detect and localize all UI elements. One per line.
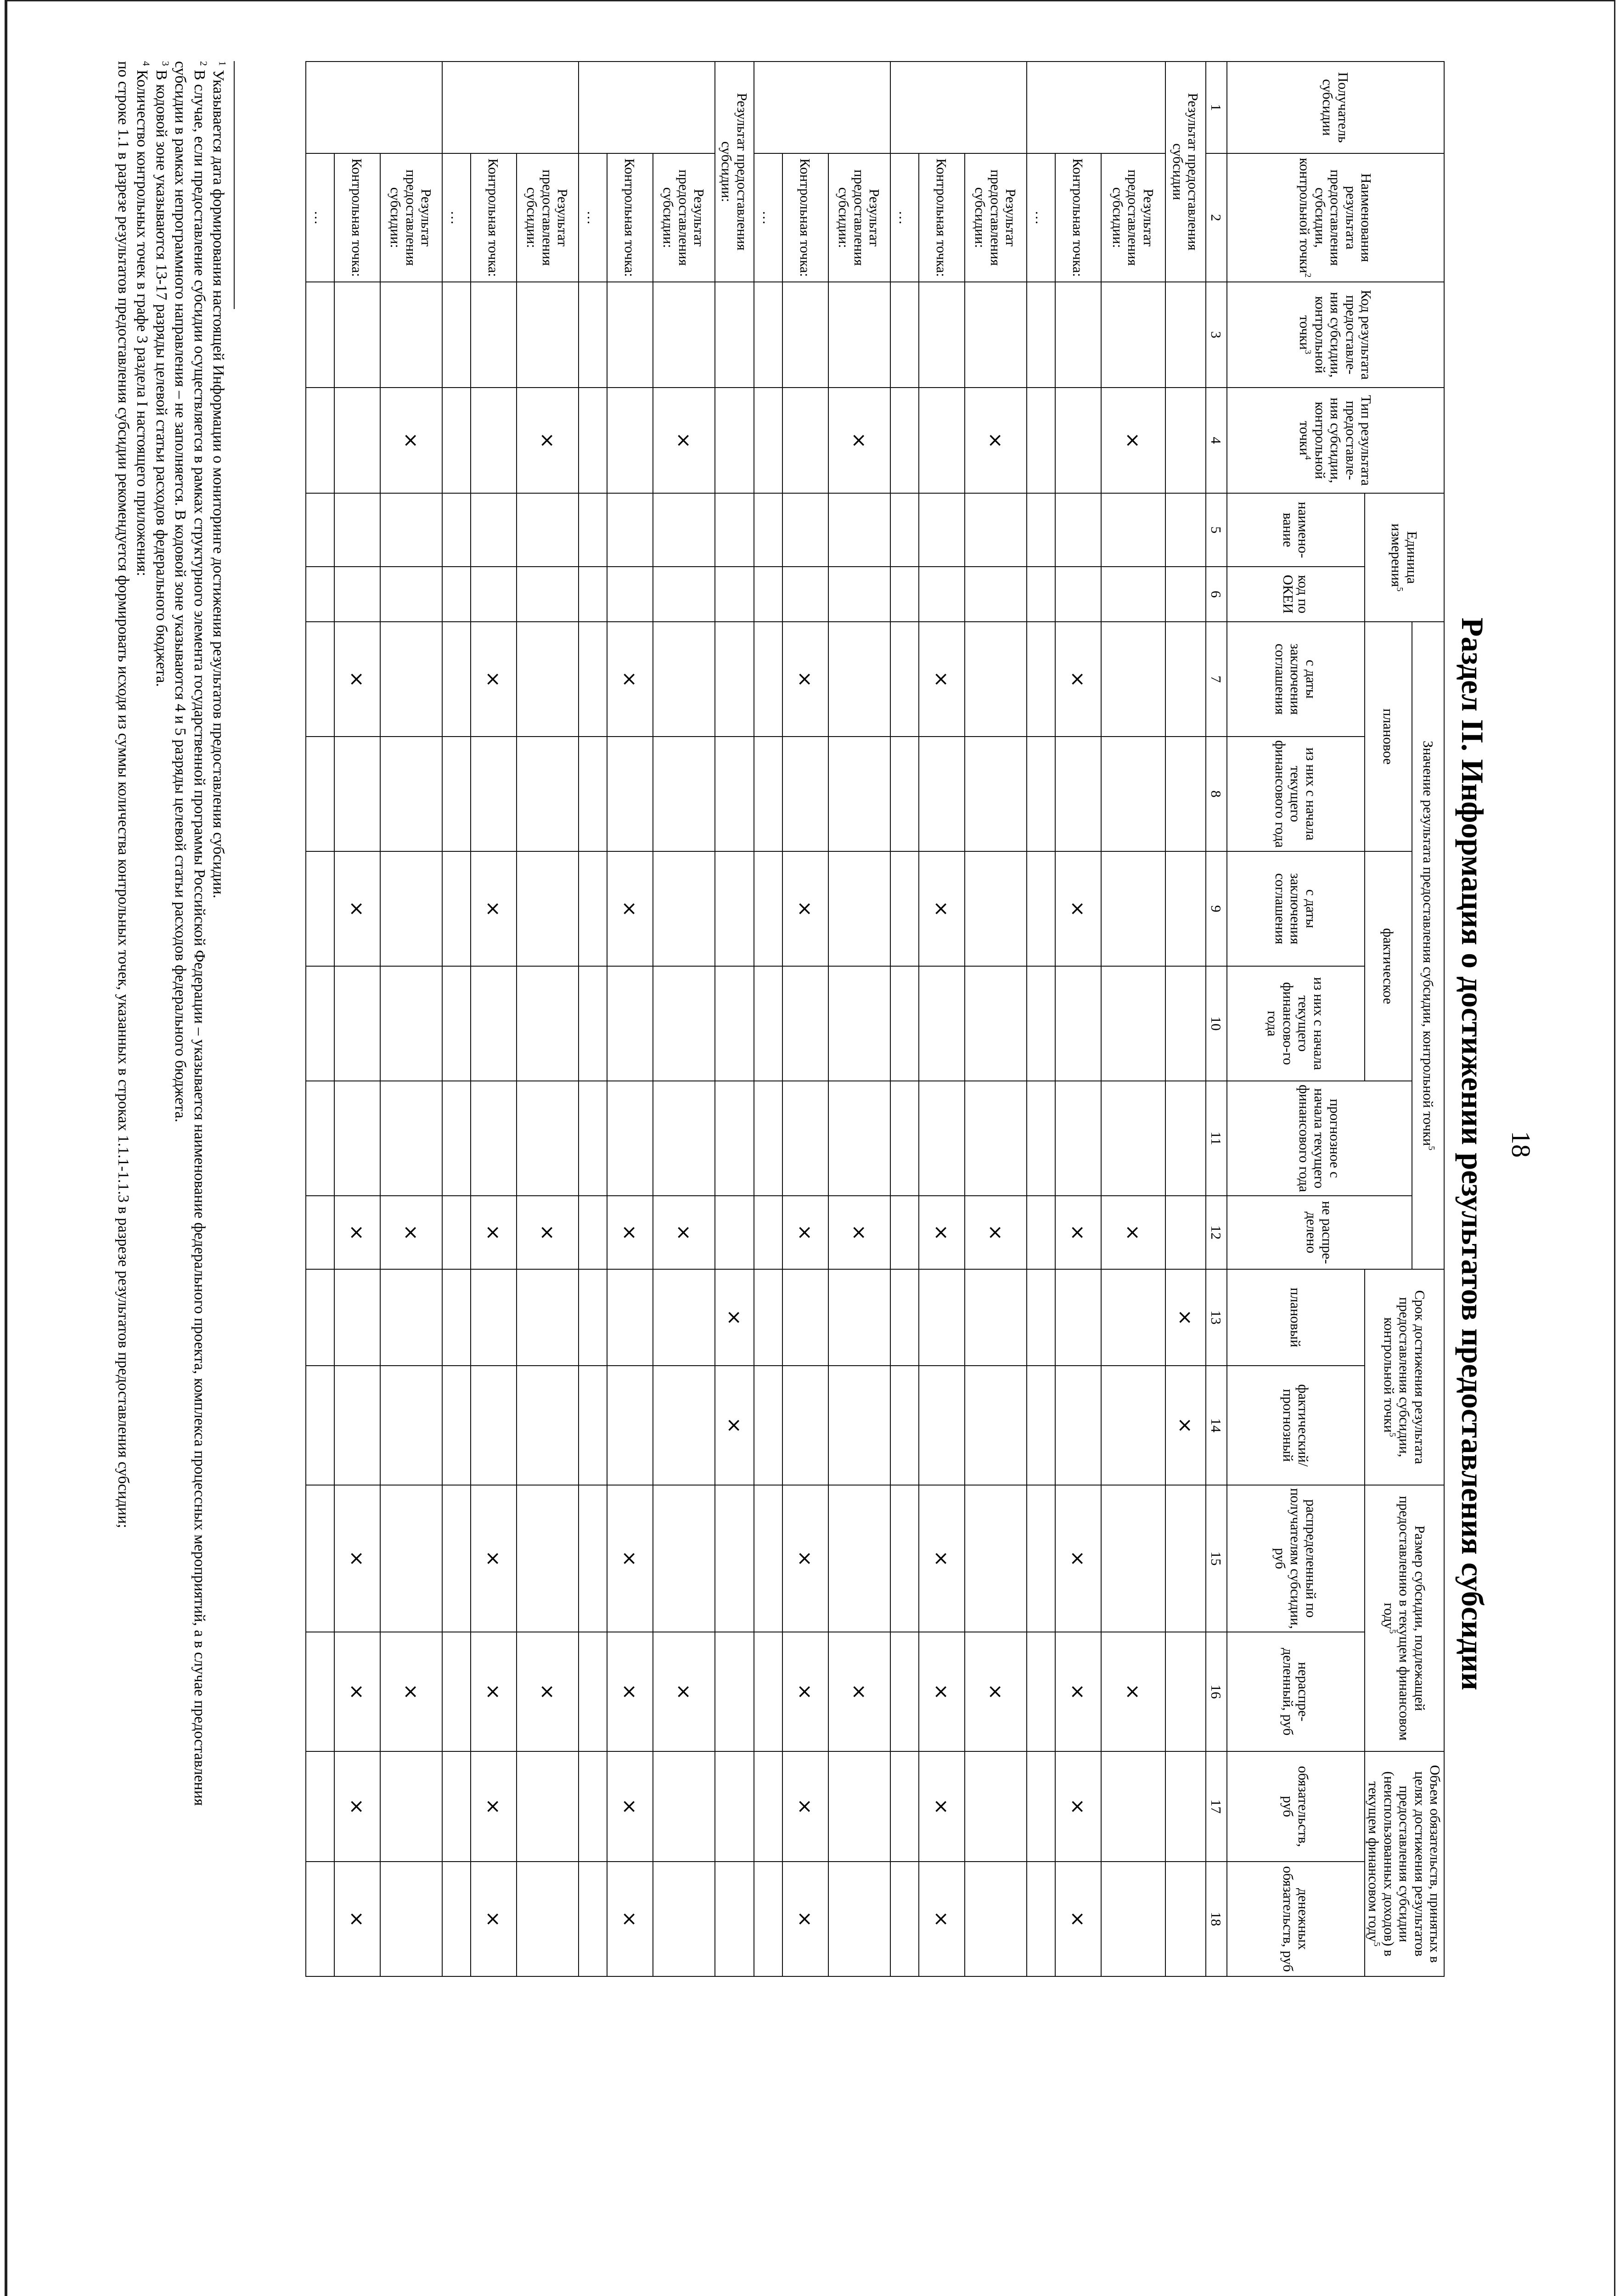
- ellipsis-row: [579, 62, 607, 1976]
- header-forecast: прогнозное с начала текущего финансового года: [1227, 1081, 1412, 1196]
- rotated-content: [90, 1, 1541, 2296]
- cross-mark: ×: [607, 1196, 653, 1269]
- cross-mark: ×: [607, 851, 653, 966]
- page-number: 18: [1506, 1131, 1536, 1158]
- cross-mark: ×: [653, 1196, 715, 1269]
- cross-mark: ×: [517, 1196, 579, 1269]
- cross-mark: ×: [334, 1196, 380, 1269]
- result-group-label: Результат предоставления субсидии:: [715, 62, 754, 282]
- result-label: Результат предоставления субсидии:: [653, 153, 715, 282]
- cross-mark: ×: [517, 1632, 579, 1751]
- cross-mark: ×: [334, 1485, 380, 1632]
- header-deadline: Срок достижения результата предоставления субсидии, контрольной точки$^5$: [1365, 1269, 1444, 1485]
- cross-mark: ×: [380, 388, 442, 493]
- cross-mark: ×: [471, 851, 517, 966]
- header-deadline-fact: фактический/ прогнозный: [1227, 1366, 1365, 1485]
- cross-mark: ×: [1055, 622, 1101, 737]
- column-number: 9: [1206, 851, 1227, 966]
- cross-mark: ×: [919, 622, 965, 737]
- ellipsis-row: [754, 62, 782, 1976]
- cross-mark: ×: [828, 1632, 890, 1751]
- cross-mark: ×: [782, 622, 828, 737]
- control-point-row: [1055, 62, 1101, 1976]
- cross-mark: ×: [782, 851, 828, 966]
- cross-mark: ×: [1101, 1632, 1165, 1751]
- column-number: 7: [1206, 622, 1227, 737]
- header-obligations: Объем обязательств, принятых в целях достижения результатов предоставления субсидии (неиспользованных доходов) в текущем финансовом году$^5$: [1365, 1751, 1444, 1976]
- result-row: [653, 62, 715, 1976]
- ellipsis-row: [442, 62, 471, 1976]
- cross-mark: ×: [782, 1862, 828, 1976]
- column-number: 18: [1206, 1862, 1227, 1976]
- control-point-row: [471, 62, 517, 1976]
- column-number: 17: [1206, 1751, 1227, 1862]
- column-number: 14: [1206, 1366, 1227, 1485]
- header-actual-from-agreement: с даты заключения соглашения: [1227, 851, 1365, 966]
- cross-mark: ×: [380, 1196, 442, 1269]
- header-money-obligations-col: денежных обязательств, руб: [1227, 1862, 1365, 1976]
- column-number: 10: [1206, 966, 1227, 1081]
- cross-mark: ×: [782, 1196, 828, 1269]
- header-deadline-plan: плановый: [1227, 1269, 1365, 1366]
- cross-mark: ×: [1055, 1196, 1101, 1269]
- cross-mark: ×: [782, 1751, 828, 1862]
- column-number: 3: [1206, 282, 1227, 388]
- header-unit-okei: код по ОКЕИ: [1227, 567, 1365, 622]
- control-point-label: Контрольная точка:: [782, 153, 828, 282]
- control-point-label: Контрольная точка:: [607, 153, 653, 282]
- result-group-row: [1165, 62, 1206, 1976]
- cross-mark: ×: [919, 1485, 965, 1632]
- header-actual: фактическое: [1365, 851, 1412, 1081]
- result-row: [965, 62, 1027, 1976]
- header-planned-from-year-start: из них с начала текущего финансового года: [1227, 737, 1365, 851]
- cross-mark: ×: [607, 1751, 653, 1862]
- control-point-label: Контрольная точка:: [334, 153, 380, 282]
- cross-mark: ×: [965, 1632, 1027, 1751]
- cross-mark: ×: [653, 1632, 715, 1751]
- result-row: [380, 62, 442, 1976]
- cross-mark: ×: [782, 1632, 828, 1751]
- footnote: субсидии в рамках непрограммного направления – не заполняется. В кодовой зоне указываются 4 и 5 разряды целевой статьи расходов федерального бюджета.: [172, 61, 189, 1123]
- footnote: $^1$ Указывается дата формирования настоящей Информации о мониторинге достижения результатов предоставления субсидии.: [210, 61, 228, 899]
- header-amount: Размер субсидии, подлежащей предоставлению в текущем финансовом году$^5$: [1365, 1485, 1444, 1751]
- result-label: Результат предоставления субсидии:: [965, 153, 1027, 282]
- column-number: 5: [1206, 493, 1227, 567]
- cross-mark: ×: [919, 1751, 965, 1862]
- column-number: 1: [1206, 62, 1227, 153]
- cross-mark: ×: [334, 1632, 380, 1751]
- ellipsis: …: [306, 153, 334, 282]
- column-number: 6: [1206, 567, 1227, 622]
- header-unit-name: наимено-вание: [1227, 493, 1365, 567]
- header-planned: плановое: [1365, 622, 1412, 851]
- cross-mark: ×: [1165, 1366, 1206, 1485]
- control-point-label: Контрольная точка:: [1055, 153, 1101, 282]
- column-number: 8: [1206, 737, 1227, 851]
- control-point-row: [919, 62, 965, 1976]
- ellipsis: …: [1027, 153, 1055, 282]
- cross-mark: ×: [1101, 1196, 1165, 1269]
- cross-mark: ×: [517, 388, 579, 493]
- cross-mark: ×: [471, 622, 517, 737]
- cross-mark: ×: [828, 1196, 890, 1269]
- cross-mark: ×: [715, 1269, 754, 1366]
- cross-mark: ×: [607, 1632, 653, 1751]
- cross-mark: ×: [828, 388, 890, 493]
- footnote: $^4$ Количество контрольных точек в графе 3 раздела I настоящего приложения:: [134, 61, 152, 576]
- cross-mark: ×: [471, 1196, 517, 1269]
- header-recipient: Получатель субсидии: [1227, 62, 1444, 153]
- result-row: [828, 62, 890, 1976]
- ellipsis-row: [1027, 62, 1055, 1976]
- header-obligations-col: обязательств, руб: [1227, 1751, 1365, 1862]
- column-number: 16: [1206, 1632, 1227, 1751]
- result-group-row: [715, 62, 754, 1976]
- cross-mark: ×: [471, 1632, 517, 1751]
- document-page: [5, 0, 1615, 2296]
- header-amount-undistributed: нераспре-деленный, руб: [1227, 1632, 1365, 1751]
- result-row: [1101, 62, 1165, 1976]
- result-label: Результат предоставления субсидии:: [1101, 153, 1165, 282]
- control-point-row: [607, 62, 653, 1976]
- ellipsis: …: [442, 153, 471, 282]
- cross-mark: ×: [607, 622, 653, 737]
- cross-mark: ×: [715, 1366, 754, 1485]
- cross-mark: ×: [607, 1862, 653, 1976]
- ellipsis: …: [754, 153, 782, 282]
- cross-mark: ×: [471, 1862, 517, 1976]
- cross-mark: ×: [380, 1632, 442, 1751]
- header-name: Наименования результата предоставления субсидии, контрольной точки$^2$: [1227, 153, 1444, 282]
- control-point-row: [782, 62, 828, 1976]
- cross-mark: ×: [334, 622, 380, 737]
- footnote: по строке 1.1 в разрезе результатов предоставления субсидии рекомендуется формировать исходя из суммы количества контрольных точек, указанных в строках 1.1.1-1.1.3 в разрезе результатов предоставления субсидии;: [114, 61, 132, 1528]
- cross-mark: ×: [919, 1632, 965, 1751]
- cross-mark: ×: [471, 1751, 517, 1862]
- ellipsis: …: [890, 153, 919, 282]
- cross-mark: ×: [1055, 1632, 1101, 1751]
- column-number: 13: [1206, 1269, 1227, 1366]
- header-actual-from-year-start: из них с начала текущего финансово-го года: [1227, 966, 1365, 1081]
- section-title: Раздел II. Информация о достижении результатов предоставления субсидии: [1455, 617, 1490, 1691]
- header-undistributed: не распре-делено: [1227, 1196, 1412, 1269]
- cross-mark: ×: [1055, 851, 1101, 966]
- cross-mark: ×: [1101, 388, 1165, 493]
- cross-mark: ×: [334, 851, 380, 966]
- cross-mark: ×: [965, 1196, 1027, 1269]
- result-row: [517, 62, 579, 1976]
- cross-mark: ×: [1055, 1751, 1101, 1862]
- header-code: Код результата предоставле-ния субсидии, контрольной точки$^3$: [1227, 282, 1444, 388]
- result-label: Результат предоставления субсидии:: [380, 153, 442, 282]
- cross-mark: ×: [1055, 1485, 1101, 1632]
- cross-mark: ×: [782, 1485, 828, 1632]
- cross-mark: ×: [607, 1485, 653, 1632]
- cross-mark: ×: [919, 1862, 965, 1976]
- result-label: Результат предоставления субсидии:: [828, 153, 890, 282]
- cross-mark: ×: [471, 1485, 517, 1632]
- ellipsis-row: [890, 62, 919, 1976]
- column-number: 2: [1206, 153, 1227, 282]
- control-point-row: [334, 62, 380, 1976]
- footnote: $^2$ В случае, если предоставление субсидии осуществляется в рамках структурного элемента государственной программы Российской Федерации – указывается наименование федерального проекта, комплекса процессных мероприятий, а в случае предоставления: [191, 61, 209, 1806]
- header-type: Тип результата предоставле-ния субсидии, контрольной точки$^4$: [1227, 388, 1444, 493]
- ellipsis: …: [579, 153, 607, 282]
- cross-mark: ×: [334, 1862, 380, 1976]
- cross-mark: ×: [919, 1196, 965, 1269]
- ellipsis-row: [306, 62, 334, 1976]
- results-table: [305, 61, 1445, 1977]
- footnote-separator: [234, 61, 235, 309]
- cross-mark: ×: [334, 1751, 380, 1862]
- header-amount-distributed: распределенный по получателям субсидии, руб: [1227, 1485, 1365, 1632]
- control-point-label: Контрольная точка:: [919, 153, 965, 282]
- header-unit: Единица измерения$^5$: [1365, 493, 1444, 622]
- column-number: 15: [1206, 1485, 1227, 1632]
- result-group-label: Результат предоставления субсидии: [1165, 62, 1206, 282]
- footnote: $^3$ В кодовой зоне указываются 13-17 разряды целевой статьи расходов федерального бюджета.: [152, 61, 171, 687]
- column-numbers-row: [1206, 62, 1227, 1976]
- column-number: 12: [1206, 1196, 1227, 1269]
- footnotes: [113, 61, 228, 2265]
- cross-mark: ×: [965, 388, 1027, 493]
- header-value: Значение результата предоставления субсидии, контрольной точки$^5$: [1412, 622, 1444, 1269]
- column-number: 11: [1206, 1081, 1227, 1196]
- cross-mark: ×: [919, 851, 965, 966]
- column-number: 4: [1206, 388, 1227, 493]
- control-point-label: Контрольная точка:: [471, 153, 517, 282]
- cross-mark: ×: [1055, 1862, 1101, 1976]
- header-planned-from-agreement: с даты заключения соглашения: [1227, 622, 1365, 737]
- cross-mark: ×: [653, 388, 715, 493]
- cross-mark: ×: [1165, 1269, 1206, 1366]
- result-label: Результат предоставления субсидии:: [517, 153, 579, 282]
